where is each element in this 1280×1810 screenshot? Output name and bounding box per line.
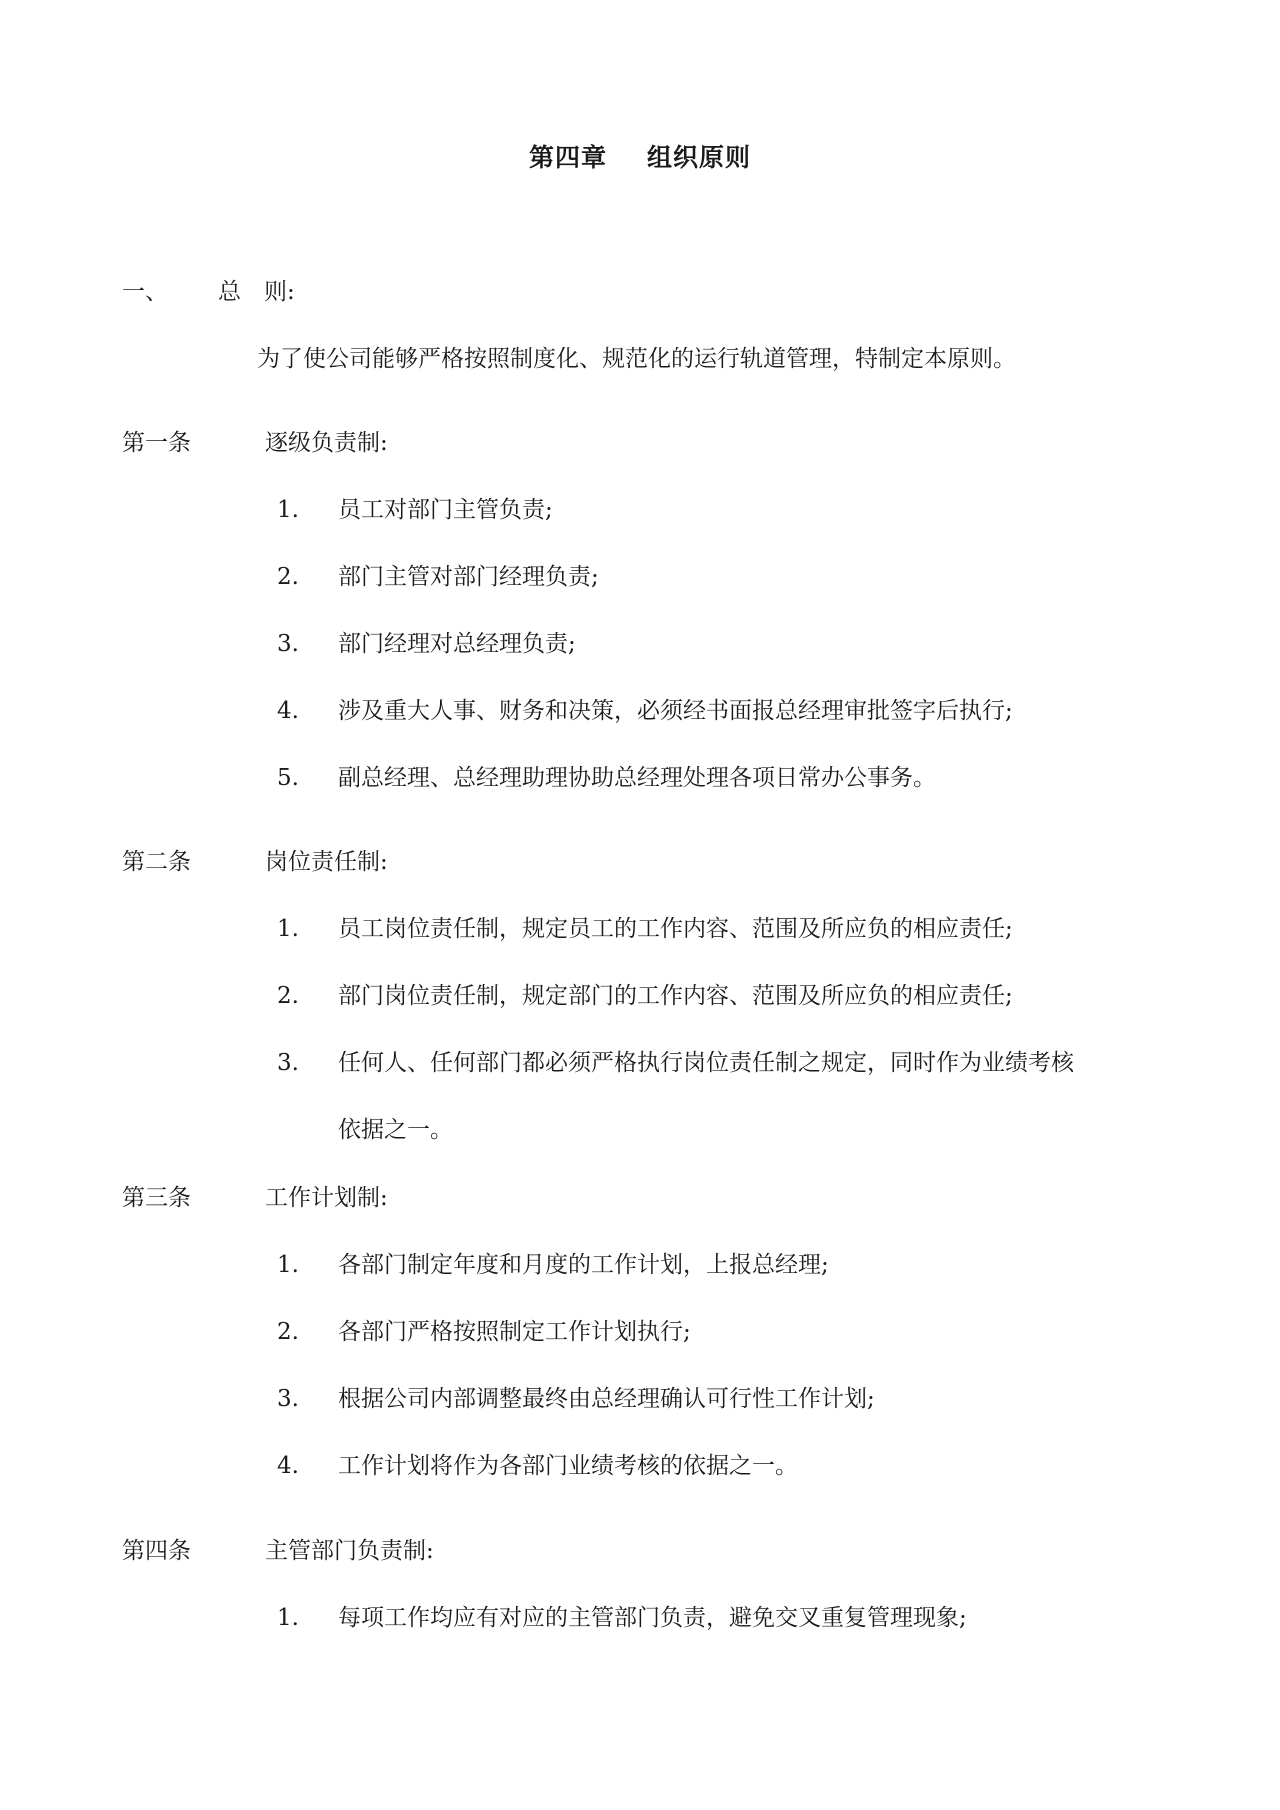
general-text: 为了使公司能够严格按照制度化、规范化的运行轨道管理，特制定本原则。 (257, 346, 1016, 372)
article-label: 工作计划制: (265, 1185, 388, 1211)
general-number: 一、 (122, 279, 168, 305)
article-number: 第二条 (122, 849, 191, 875)
chapter-number: 第四章 (528, 143, 607, 172)
chapter-title (0, 138, 1280, 174)
general-label: 总 则: (218, 279, 295, 305)
article-number: 第四条 (122, 1538, 191, 1564)
document-page: 第四章 组织原则 一、 总 则: 为了使公司能够严格按照制度化、规范化的运行轨道管理，特制定本原则。 第一条 逐级负责制: 1. 员工对部门主管负责; 2. 部门主管对部门经理负责; 3. 部门经理对总经理负责; 4. 涉及重大人事、财务和决策，必须经书面报总经理审批签字后执行; 5. 副总经理、总经理助理协助总经理处理各项日常办公事务。 第二条 岗位责任制: 1. 员工岗位责任制，规定员工的工作内容、范围及所应负的相应责任; 2. 部门岗位责任制，规定部门的工作内容、范围及所应负的相应责任; 3. 任何人、任何部门都必须严格执行岗位责任制之规定，同时作为业绩考核 依据之一。 第三条 工作计划制: 1. 各部门制定年度和月度的工作计划，上报总经理; 2. 各部门严格按照制定工作计划执行; 3. 根据公司内部调整最终由总经理确认可行性工作计划; 4. 工作计划将作为各部门业绩考核的依据之一。 第四条 主管部门负责制: 1. 每项工作均应有对应的主管部门负责，避免交叉重复管理现象; (0, 0, 1280, 1810)
chapter-name: 组织原则 (647, 143, 752, 172)
article-label: 主管部门负责制: (265, 1538, 434, 1564)
article-number: 第一条 (122, 430, 191, 456)
article-label: 岗位责任制: (265, 849, 388, 875)
article-number: 第三条 (122, 1185, 191, 1211)
article-label: 逐级负责制: (265, 430, 388, 456)
